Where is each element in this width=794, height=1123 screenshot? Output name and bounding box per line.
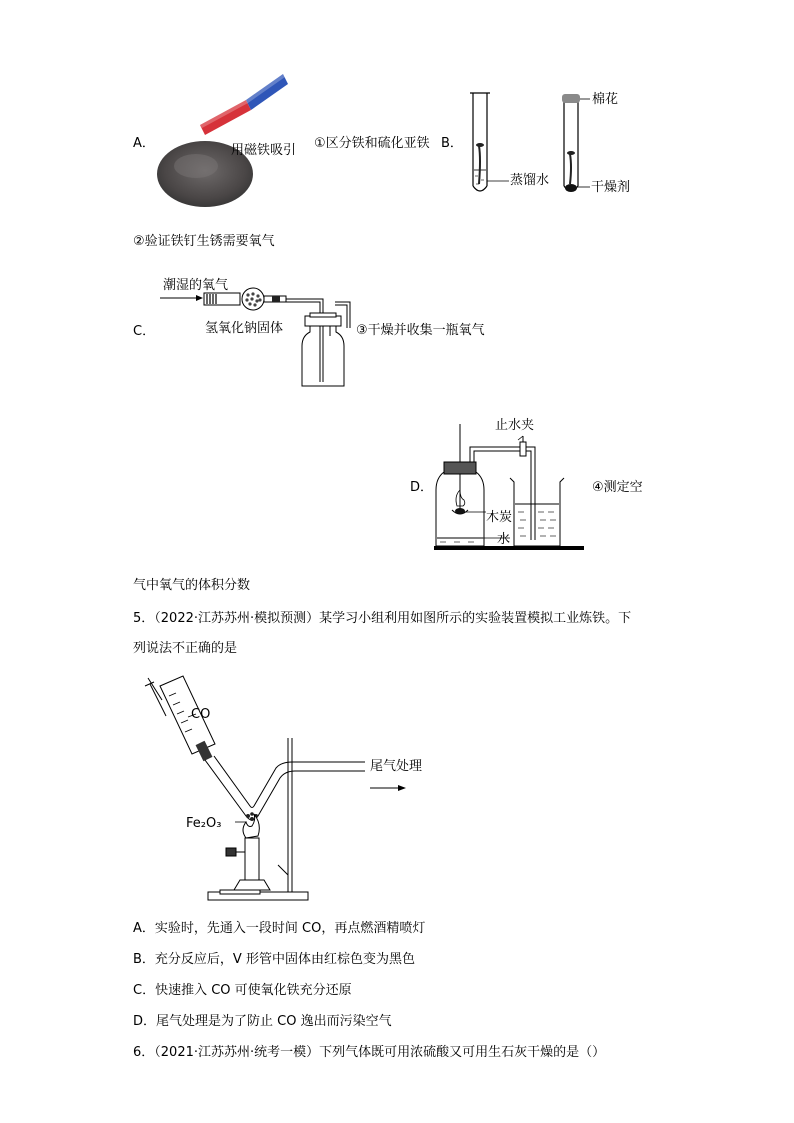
gas-collection-bottle (286, 299, 350, 386)
water-in-beaker (518, 512, 556, 536)
figure-label-co: CO (191, 707, 211, 722)
option-c-letter: C． (133, 324, 156, 339)
water-clamp-icon (520, 436, 526, 456)
q5-option-b: B．充分反应后，V 形管中固体由红棕色变为黑色 (133, 952, 415, 967)
label-cotton: 棉花 (592, 92, 619, 107)
iron-nail-2 (570, 154, 571, 184)
alcohol-blowtorch (226, 838, 270, 890)
q5-option-d: D．尾气处理是为了防止 CO 逸出而污染空气 (133, 1014, 392, 1029)
drying-apparatus-figure (160, 288, 360, 390)
option-a-letter: A． (133, 136, 155, 151)
q5-option-a: A．实验时，先通入一段时间 CO，再点燃酒精喷灯 (133, 921, 426, 936)
option-d-caption-part2: 气中氧气的体积分数 (133, 578, 251, 593)
q5-option-c: C．快速推入 CO 可使氧化铁充分还原 (133, 983, 352, 998)
label-moist-oxygen: 潮湿的氧气 (163, 278, 229, 293)
cotton-plug (562, 94, 580, 103)
option-b-letter: B． (441, 136, 463, 151)
option-d-caption-part1: ④测定空 (592, 480, 643, 495)
v-shaped-tube (205, 756, 365, 820)
iron-nail-1 (479, 146, 480, 184)
label-desiccant: 干燥剂 (591, 180, 631, 195)
arrow-right-icon (370, 785, 406, 791)
label-water: 水 (497, 532, 511, 547)
magnet-iron-figure (150, 62, 320, 212)
charcoal (455, 508, 465, 514)
magnet-icon (200, 74, 288, 135)
drying-tube (204, 288, 286, 310)
figure-label-magnet: 用磁铁吸引 (231, 143, 297, 158)
option-d-letter: D． (410, 480, 434, 495)
label-naoh-solid: 氢氧化钠固体 (205, 321, 284, 336)
label-distilled-water: 蒸馏水 (510, 173, 550, 188)
option-a-caption: ①区分铁和硫化亚铁 (314, 136, 430, 151)
label-charcoal: 木炭 (486, 510, 513, 525)
q5-stem-line1: 5．（2022·江苏苏州·模拟预测）某学习小组利用如图所示的实验装置模拟工业炼铁。下 (133, 611, 632, 626)
arrow-right-icon (160, 295, 203, 301)
q5-stem-line2: 列说法不正确的是 (133, 641, 238, 656)
figure-label-fe2o3: Fe₂O₃ (186, 816, 222, 831)
label-water-clamp: 止水夹 (495, 418, 535, 433)
q6-stem: 6．（2021·江苏苏州·统考一模）下列气体既可用浓硫酸又可用生石灰干燥的是（） (133, 1045, 606, 1060)
iron-smelting-apparatus (140, 670, 423, 906)
desiccant (565, 184, 577, 192)
option-b-caption: ②验证铁钉生锈需要氧气 (133, 234, 275, 249)
option-c-caption: ③干燥并收集一瓶氧气 (356, 323, 485, 338)
figure-label-tail-gas: 尾气处理 (370, 759, 423, 774)
